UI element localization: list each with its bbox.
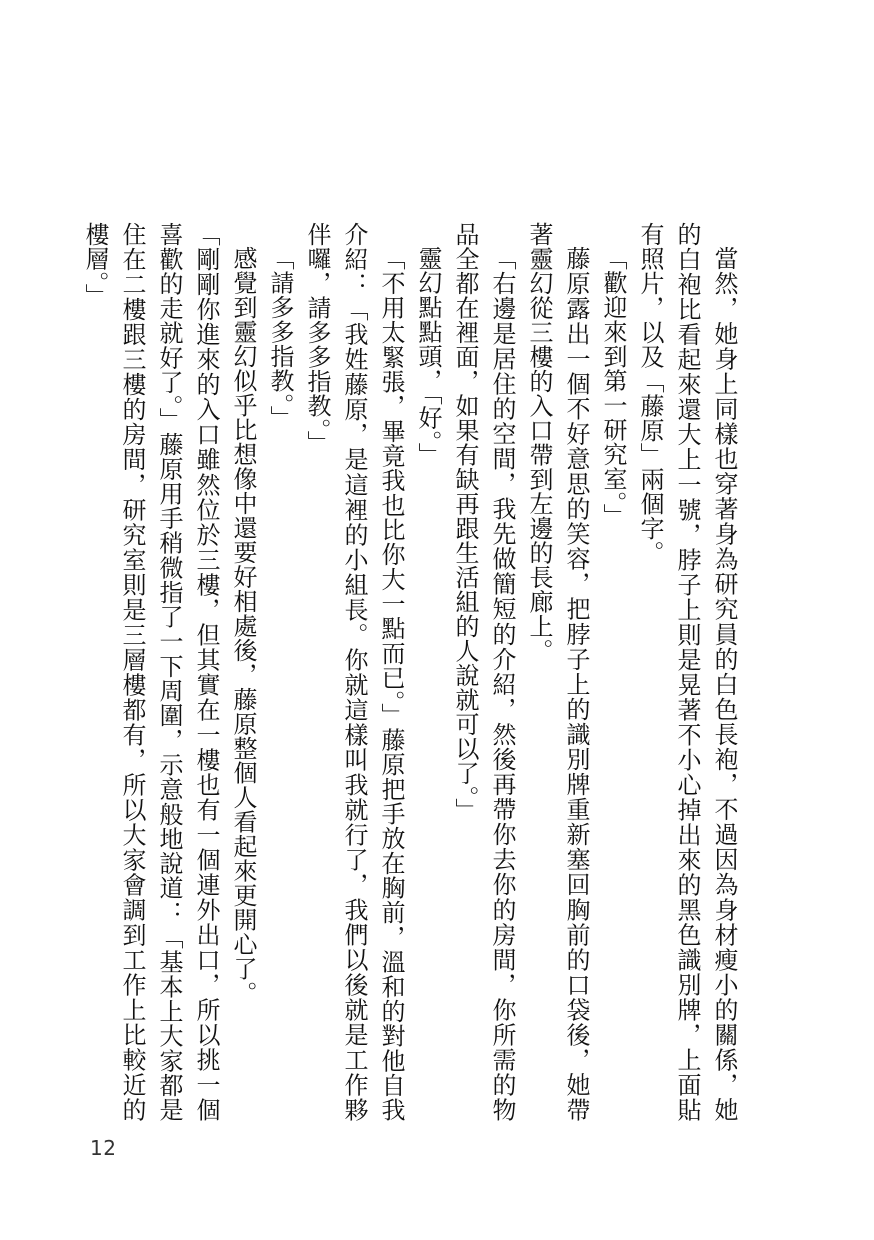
paragraph-5: 靈幻點點頭，「好。」 bbox=[414, 246, 442, 467]
paragraph-1: 當然，她身上同樣也穿著身為研究員的白色長袍，不過因為身材瘦小的關係，她的白袍比看起來還大上一號，脖子上則是晃著不小心掉出來的黑色識別牌，上面貼有照片，以及「藤原」兩個字。 bbox=[636, 222, 738, 1122]
paragraph-4: 「右邊是居住的空間，我先做簡短的介紹，然後再帶你去你的房間，你所需的物品全都在裡面，如果有缺再跟生活組的人說就可以了。」 bbox=[451, 222, 516, 1122]
paragraph-6: 「不用太緊張，畢竟我也比你大一點而已。」藤原把手放在胸前，溫和的對他自我介紹：「我姓藤原，是這裡的小組長。你就這樣叫我就行了，我們以後就是工作夥伴囉，請多多指教。」 bbox=[303, 222, 405, 1122]
page-number: 12 bbox=[90, 1136, 117, 1160]
vertical-text-body bbox=[81, 222, 742, 1122]
paragraph-3: 藤原露出一個不好意思的笑容，把脖子上的識別牌重新塞回胸前的口袋後，她帶著靈幻從三樓的入口帶到左邊的長廊上。 bbox=[525, 222, 590, 1122]
paragraph-7: 「請多多指教。」 bbox=[266, 246, 294, 430]
paragraph-9: 「剛剛你進來的入口雖然位於三樓，但其實在一樓也有一個連外出口，所以挑一個喜歡的走就好了。」藤原用手稍微指了一下周圍，示意般地說道：「基本上大家都是住在二樓跟三樓的房間，研究室則是三層樓都有，所以大家會調到工作上比較近的樓層。」 bbox=[81, 222, 220, 1122]
paragraph-2: 「歡迎來到第一研究室。」 bbox=[599, 246, 627, 528]
paragraph-8: 感覺到靈幻似乎比想像中還要好相處後，藤原整個人看起來更開心了。 bbox=[229, 246, 257, 1006]
